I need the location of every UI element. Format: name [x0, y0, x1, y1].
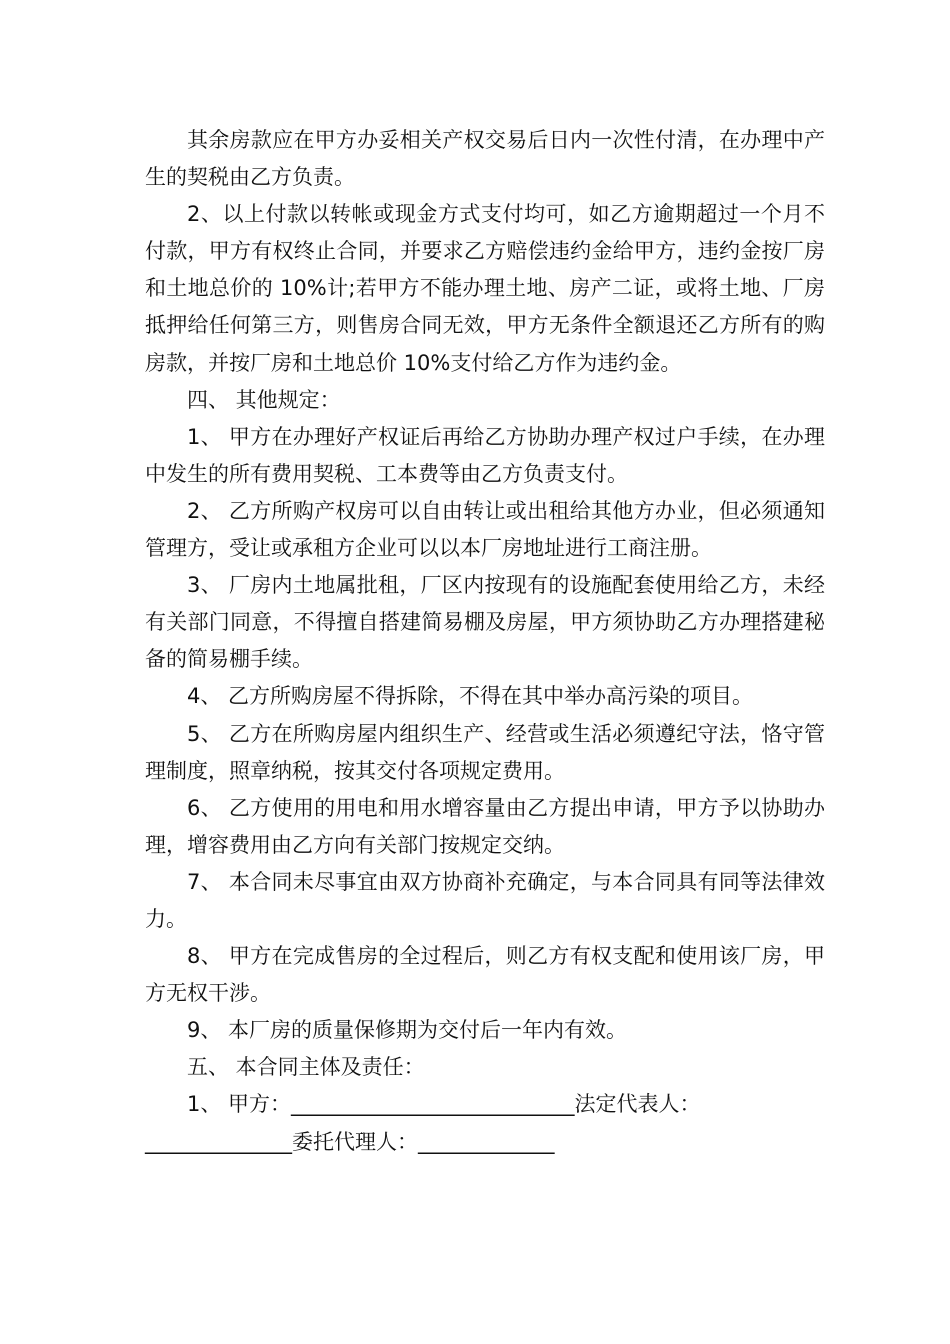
- clause-item-4: 4、 乙方所购房屋不得拆除，不得在其中举办高污染的项目。: [187, 684, 754, 709]
- clause-item-6: 6、 乙方使用的用电和用水增容量由乙方提出申请，甲方予以协助办理，增容费用由乙方向有关部门按规定交纳。: [145, 795, 825, 857]
- document-body: [145, 122, 825, 1161]
- clause-item-8: 8、 甲方在完成售房的全过程后，则乙方有权支配和使用该厂房，甲方无权干涉。: [145, 944, 825, 1006]
- clause-item-2: 2、 乙方所购产权房可以自由转让或出租给其他方办业，但必须通知管理方，受让或承租方企业可以以本厂房地址进行工商注册。: [145, 498, 825, 561]
- clause-item-7: 7、 本合同未尽事宜由双方协商补充确定，与本合同具有同等法律效力。: [145, 869, 825, 931]
- clause-item-3: 3、 厂房内土地属批租，厂区内按现有的设施配套使用给乙方，未经有关部门同意，不得擅自搭建简易棚及房屋，甲方须协助乙方办理搭建秘备的简易棚手续。: [145, 573, 825, 672]
- clause-item-9: 9、 本厂房的质量保修期为交付后一年内有效。: [187, 1018, 628, 1043]
- section-heading-parties: 五、 本合同主体及责任：: [187, 1055, 425, 1080]
- section-heading-other-provisions: 四、 其他规定：: [187, 387, 341, 412]
- paragraph-payment-terms: 2、以上付款以转帐或现金方式支付均可，如乙方逾期超过一个月不付款，甲方有权终止合同，并要求乙方赔偿违约金给甲方，违约金按厂房和土地总价的 10%计;若甲方不能办理土地、房产二证，或将土地、厂房抵押给任何第三方，则售房合同无效，甲方无条件全额退还乙方所有的购房款，并按厂房和土地总价 10%支付给乙方作为违约金。: [145, 202, 825, 375]
- paragraph-remaining-payment: 其余房款应在甲方办妥相关产权交易后日内一次性付清，在办理中产生的契税由乙方负责。: [145, 128, 825, 190]
- clause-item-5: 5、 乙方在所购房屋内组织生产、经营或生活必须遵纪守法，恪守管理制度，照章纳税，按其交付各项规定费用。: [145, 721, 825, 783]
- clause-item-1: 1、 甲方在办理好产权证后再给乙方协助办理产权过户手续，在办理中发生的所有费用契税、工本费等由乙方负责支付。: [145, 424, 825, 486]
- party-a-signature-line: 1、 甲方：___________________________法定代表人：______________委托代理人：_____________: [145, 1092, 701, 1154]
